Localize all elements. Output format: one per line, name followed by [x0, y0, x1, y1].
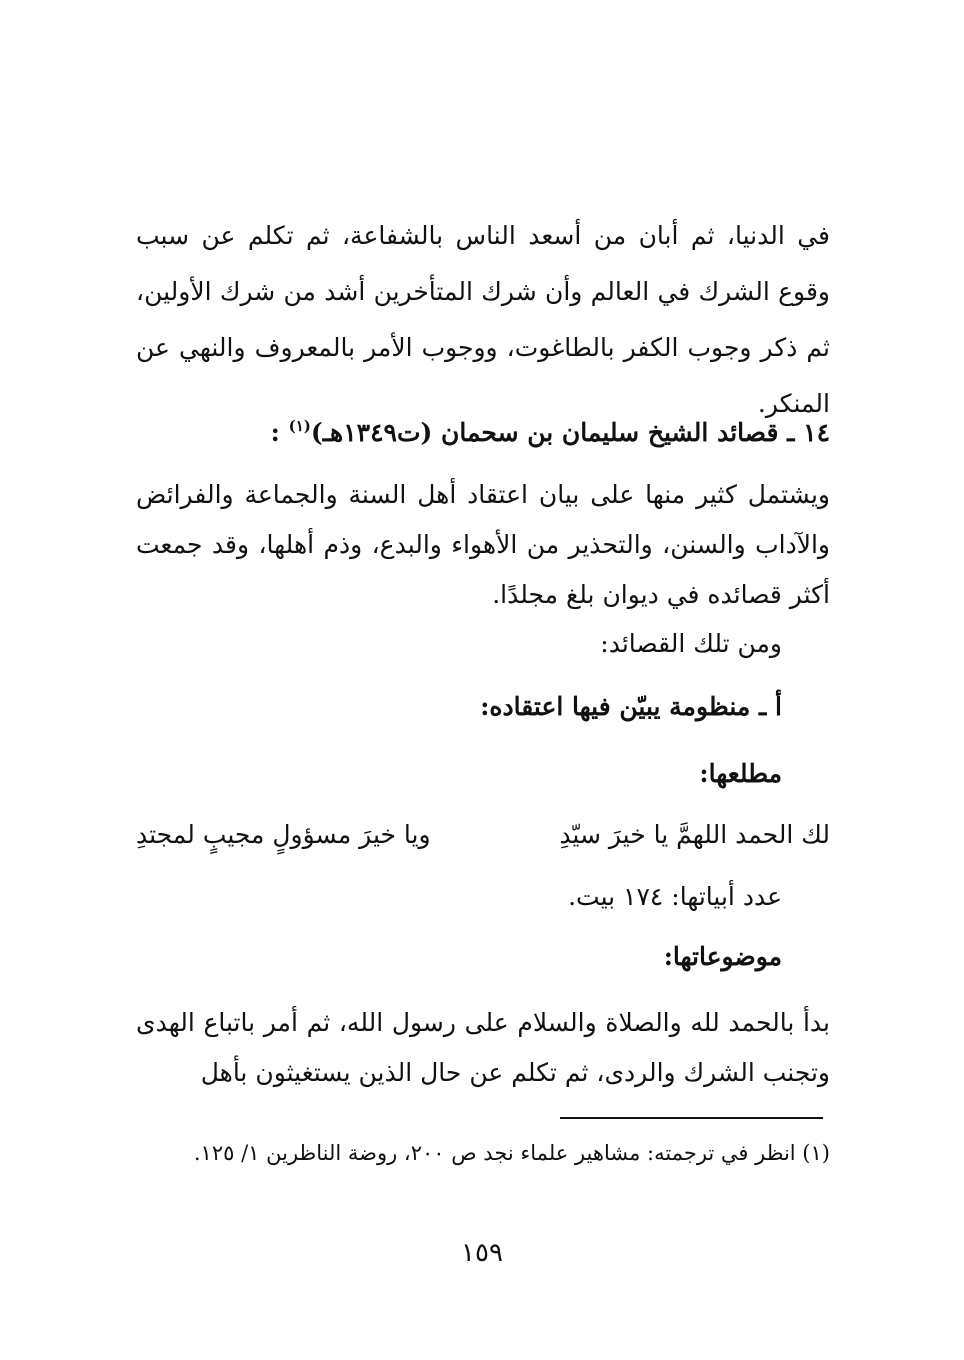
- subsection-a-heading: أ ـ منظومة يبيّن فيها اعتقاده:: [480, 692, 782, 721]
- poems-intro: ومن تلك القصائد:: [600, 629, 782, 658]
- body-paragraph-2: ويشتمل كثير منها على بيان اعتقاد أهل السنة والجماعة والفرائض والآداب والسنن، والتحذير من الأهواء والبدع، وذم أهلها، وقد جمعت أكثر قصائده في ديوان بلغ مجلدًا.: [136, 480, 831, 609]
- verse-count: عدد أبياتها: ١٧٤ بيت.: [568, 882, 782, 911]
- opening-verse: [136, 813, 830, 857]
- body-paragraph-3: بدأ بالحمد لله والصلاة والسلام على رسول الله، ثم أمر باتباع الهدى وتجنب الشرك والردى، ثم تكلم عن حال الذين يستغيثون بأهل: [136, 1008, 830, 1087]
- topics-label: موضوعاتها:: [663, 942, 782, 971]
- verse-first-hemistich: لك الحمد اللهمَّ يا خيرَ سيّدِ: [559, 820, 830, 849]
- verse-second-hemistich: ويا خيرَ مسؤولٍ مجيبٍ لمجتدِ: [136, 820, 431, 849]
- page-number: ١٥٩: [461, 1238, 503, 1268]
- opening-verse-label: مطلعها:: [699, 759, 782, 788]
- heading-text: ١٤ ـ قصائد الشيخ سليمان بن سحمان (ت١٣٤٩هـ): [310, 418, 830, 447]
- body-paragraph-1: في الدنيا، ثم أبان من أسعد الناس بالشفاعة، ثم تكلم عن سبب وقوع الشرك في العالم وأن شرك المتأخرين أشد من شرك الأولين، ثم ذكر وجوب الكفر بالطاغوت، ووجوب الأمر بالمعروف والنهي عن المنكر.: [136, 221, 830, 418]
- footnote-1: (١) انظر في ترجمته: مشاهير علماء نجد ص ٢٠٠، روضة الناظرين ١/ ١٢٥.: [193, 1141, 830, 1165]
- section-heading-14: [136, 404, 830, 455]
- footnote-ref-1[interactable]: (١): [288, 417, 311, 435]
- heading-colon: :: [270, 418, 280, 447]
- footnote-divider: [560, 1117, 823, 1119]
